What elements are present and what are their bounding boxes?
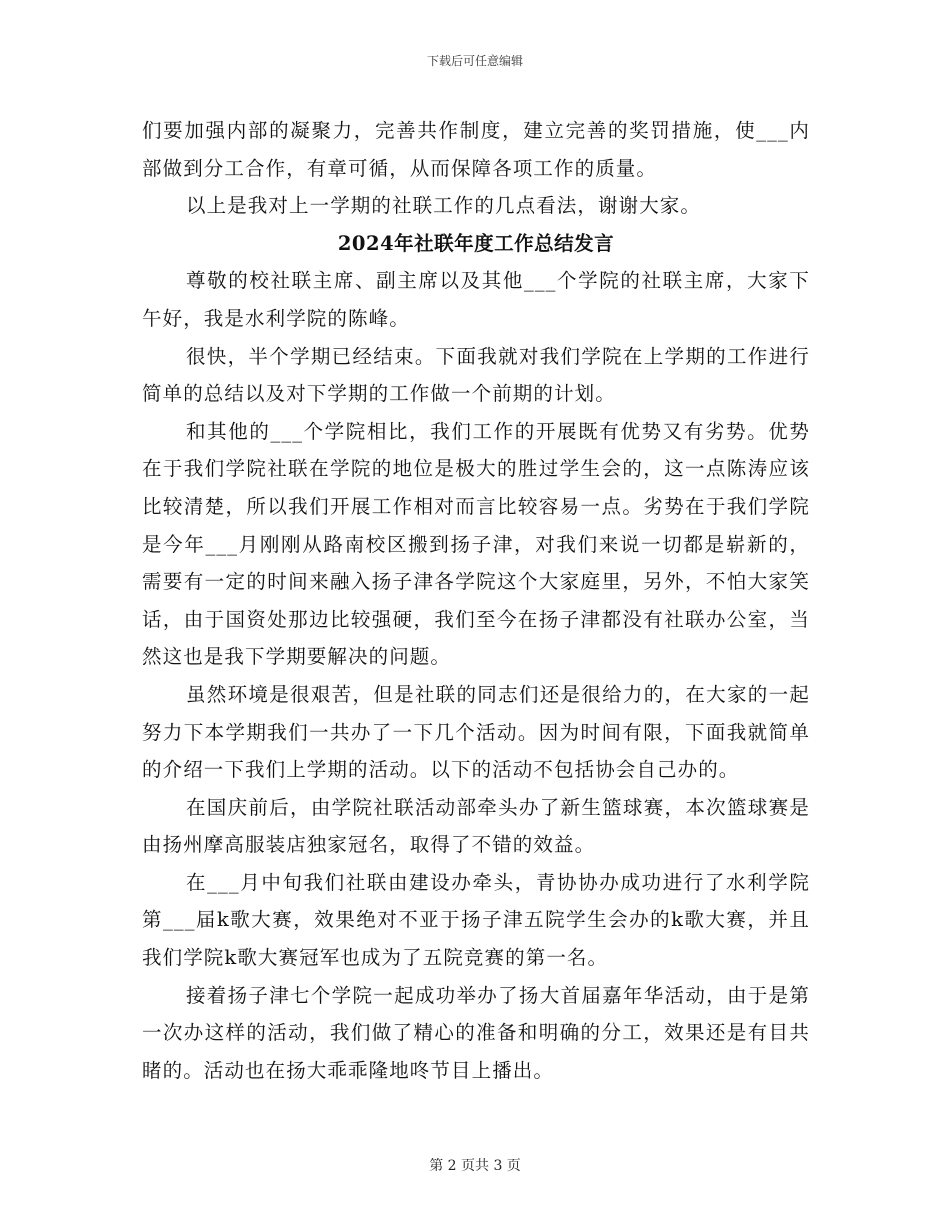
page-footer: 第 2 页共 3 页 <box>429 1158 521 1174</box>
paragraph-continuation: 们要加强内部的凝聚力，完善共作制度，建立完善的奖罚措施，使___内部做到分工合作，有章可循，从而保障各项工作的质量。 <box>142 119 810 180</box>
page-header: 下载后可任意编辑 <box>426 54 523 68</box>
paragraph-greeting: 尊敬的校社联主席、副主席以及其他___个学院的社联主席，大家下午好，我是水利学院的陈峰。 <box>142 269 810 330</box>
paragraph-basketball: 在国庆前后，由学院社联活动部牵头办了新生篮球赛，本次篮球赛是由扬州摩高服装店独家冠名，取得了不错的效益。 <box>142 795 810 857</box>
paragraph-closing-remark: 以上是我对上一学期的社联工作的几点看法，谢谢大家。 <box>186 194 702 218</box>
document-body <box>142 112 810 1089</box>
paragraph-activities-intro: 虽然环境是很艰苦，但是社联的同志们还是很给力的，在大家的一起努力下本学期我们一共办了一下几个活动。因为时间有限，下面我就简单的介绍一下我们上学期的活动。以下的活动不包括协会自己办的。 <box>142 682 810 782</box>
paragraph-carnival: 接着扬子津七个学院一起成功举办了扬大首届嘉年华活动，由于是第一次办这样的活动，我们做了精心的准备和明确的分工，效果还是有目共睹的。活动也在扬大乖乖隆地咚节目上播出。 <box>142 983 810 1082</box>
paragraph-karaoke: 在___月中旬我们社联由建设办牵头，青协协办成功进行了水利学院第___届k歌大赛，效果绝对不亚于扬子津五院学生会办的k歌大赛，并且我们学院k歌大赛冠军也成为了五院竞赛的第一名。 <box>142 870 810 970</box>
document-title: 2024年社联年度工作总结发言 <box>337 231 615 255</box>
paragraph-intro: 很快，半个学期已经结束。下面我就对我们学院在上学期的工作进行简单的总结以及对下学期的工作做一个前期的计划。 <box>142 344 810 406</box>
paragraph-comparison: 和其他的___个学院相比，我们工作的开展既有优势又有劣势。优势在于我们学院社联在学院的地位是极大的胜过学生会的，这一点陈涛应该比较清楚，所以我们开展工作相对而言比较容易一点。劣势在于我们学院是今年___月刚刚从路南校区搬到扬子津，对我们来说一切都是崭新的，需要有一定的时间来融入扬子津各学院这个大家庭里，另外，不怕大家笑话，由于国资处那边比较强硬，我们至今在扬子津都没有社联办公室，当然这也是我下学期要解决的问题。 <box>142 419 810 669</box>
